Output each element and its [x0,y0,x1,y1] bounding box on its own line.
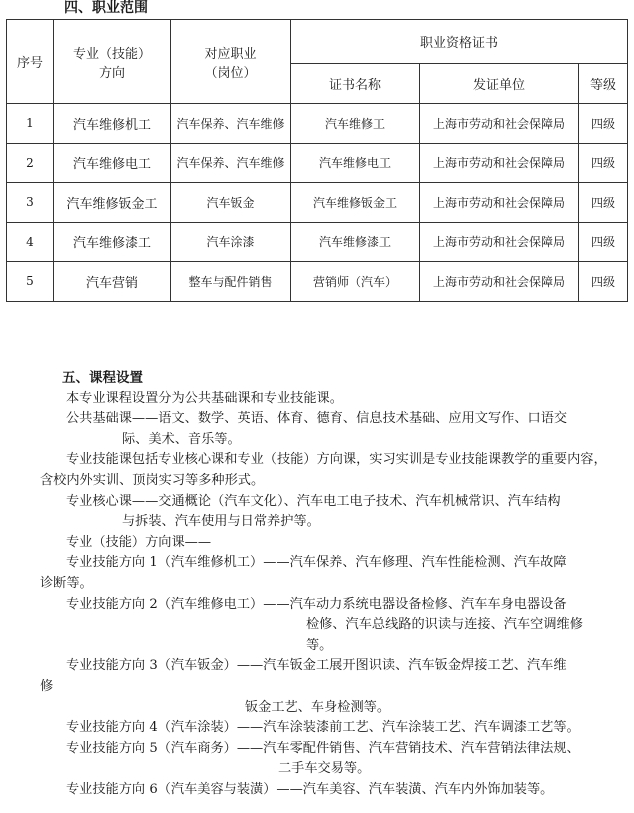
cell-cert: 汽车维修钣金工 [291,183,420,223]
table-header-row [7,20,628,64]
direction-3-line2: 修 [40,678,54,694]
header-level: 等级 [579,64,628,104]
direction-1-line1: 专业技能方向 1（汽车维修机工）——汽车保养、汽车修理、汽车性能检测、汽车故障 [66,555,567,571]
occupation-scope-table [6,19,628,302]
cell-issuer: 上海市劳动和社会保障局 [420,262,579,302]
direction-2-line1: 专业技能方向 2（汽车维修电工）——汽车动力系统电器设备检修、汽车车身电器设备 [66,596,567,612]
cell-level: 四级 [579,222,628,262]
direction-3 [40,656,610,718]
cell-issuer: 上海市劳动和社会保障局 [420,104,579,144]
table-row [7,143,628,183]
cell-issuer: 上海市劳动和社会保障局 [420,183,579,223]
cell-seq: 5 [7,262,54,302]
core-courses-line1: 专业核心课——交通概论（汽车文化）、汽车电工电子技术、汽车机械常识、汽车结构 [66,493,561,509]
direction-6: 专业技能方向 6（汽车美容与装潢）——汽车美容、汽车装潢、汽车内外饰加装等。 [66,781,554,797]
header-cert-name: 证书名称 [291,64,420,104]
direction-3-line3: 钣金工艺、车身检测等。 [245,699,391,715]
cell-level: 四级 [579,183,628,223]
intro-paragraph: 本专业课程设置分为公共基础课和专业技能课。 [66,390,343,406]
table-row [7,183,628,223]
public-courses-line2: 际、美术、音乐等。 [122,431,241,447]
header-seq: 序号 [7,20,54,104]
cell-major: 汽车维修电工 [54,143,171,183]
cell-major: 汽车营销 [54,262,171,302]
cell-issuer: 上海市劳动和社会保障局 [420,222,579,262]
header-issuer: 发证单位 [420,64,579,104]
cell-issuer: 上海市劳动和社会保障局 [420,143,579,183]
section5-title: 五、课程设置 [62,370,143,386]
cell-seq: 4 [7,222,54,262]
direction-5-line1: 专业技能方向 5（汽车商务）——汽车零配件销售、汽车营销技术、汽车营销法律法规、 [66,740,580,756]
core-courses-line2: 与拆装、汽车使用与日常养护等。 [122,514,320,530]
cell-job: 汽车保养、汽车维修 [171,143,291,183]
cell-level: 四级 [579,104,628,144]
cell-cert: 营销师（汽车） [291,262,420,302]
table-row [7,262,628,302]
cell-job: 汽车保养、汽车维修 [171,104,291,144]
direction-3-line1: 专业技能方向 3（汽车钣金）——汽车钣金工展开图识读、汽车钣金焊接工艺、汽车维 [66,658,567,674]
direction-2-line3: 等。 [306,637,333,653]
core-courses [40,492,610,533]
cell-cert: 汽车维修漆工 [291,222,420,262]
cell-seq: 2 [7,143,54,183]
direction-1-line2: 诊断等。 [40,575,93,591]
cell-level: 四级 [579,143,628,183]
curriculum-section [40,368,610,800]
table-row [7,222,628,262]
direction-courses-title: 专业（技能）方向课—— [66,534,212,550]
header-cert-group: 职业资格证书 [291,20,628,64]
section4-title: 四、职业范围 [64,0,148,16]
cell-job: 汽车涂漆 [171,222,291,262]
direction-5-line2: 二手车交易等。 [278,761,371,777]
table-row [7,104,628,144]
direction-2 [40,595,610,657]
cell-job: 汽车钣金 [171,183,291,223]
cell-major: 汽车维修钣金工 [54,183,171,223]
direction-5 [40,739,610,780]
public-courses-line1: 公共基础课——语文、数学、英语、体育、德育、信息技术基础、应用文写作、口语交 [66,411,568,427]
cell-level: 四级 [579,262,628,302]
cell-major: 汽车维修机工 [54,104,171,144]
cell-cert: 汽车维修工 [291,104,420,144]
header-job-line2: （岗位） [204,65,257,81]
header-major-line1: 专业（技能） [72,46,151,62]
cell-job: 整车与配件销售 [171,262,291,302]
cell-seq: 1 [7,104,54,144]
header-job-line1: 对应职业 [204,46,257,62]
header-major-line2: 方向 [98,65,125,81]
direction-2-line2: 检修、汽车总线路的识读与连接、汽车空调维修 [306,617,583,633]
skill-courses-paragraph: 专业技能课包括专业核心课和专业（技能）方向课，实习实训是专业技能课教学的重要内容，含校内外实训、顶岗实习等多种形式。 [40,452,607,488]
cell-major: 汽车维修漆工 [54,222,171,262]
cell-seq: 3 [7,183,54,223]
public-courses [40,409,610,450]
direction-4: 专业技能方向 4（汽车涂装）——汽车涂装漆前工艺、汽车涂装工艺、汽车调漆工艺等。 [66,720,580,736]
header-job [171,20,291,104]
header-major [54,20,171,104]
direction-1 [40,553,610,594]
cell-cert: 汽车维修电工 [291,143,420,183]
